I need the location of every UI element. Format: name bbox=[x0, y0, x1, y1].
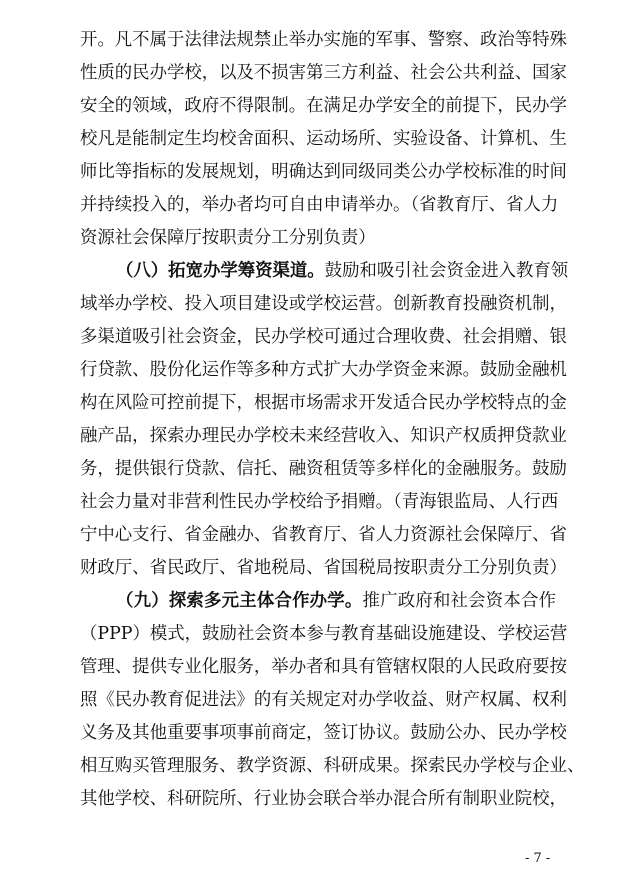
text-line: 宁中心支行、省金融办、省教育厅、省人力资源社会保障厅、省 bbox=[80, 525, 567, 545]
section-heading: （九）探索多元主体合作办学。 bbox=[116, 591, 363, 611]
text-line: 构在风险可控前提下，根据市场需求开发适合民办学校特点的金 bbox=[80, 393, 567, 413]
text-line: 并持续投入的，举办者均可自由申请举办。（省教育厅、省人力 bbox=[80, 195, 559, 215]
text-line: 融产品，探索办理民办学校未来经营收入、知识产权质押贷款业 bbox=[80, 426, 567, 446]
text-line: 义务及其他重要事项事前商定，签订协议。鼓励公办、民办学校 bbox=[80, 723, 567, 743]
text-line: 务，提供银行贷款、信托、融资租赁等多样化的金融服务。鼓励 bbox=[80, 459, 567, 479]
text-line: 财政厅、省民政厅、省地税局、省国税局按职责分工分别负责） bbox=[80, 558, 567, 578]
section-heading-line bbox=[116, 586, 556, 616]
page-number: - 7 - bbox=[525, 851, 551, 866]
text-line: 资源社会保障厅按职责分工分别负责） bbox=[80, 228, 376, 248]
text-line: 性质的民办学校，以及不损害第三方利益、社会公共利益、国家 bbox=[80, 63, 567, 83]
text-line: 域举办学校、投入项目建设或学校运营。创新教育投融资机制， bbox=[80, 294, 567, 314]
text-line: 多渠道吸引社会资金，民办学校可通过合理收费、社会捐赠、银 bbox=[80, 327, 567, 347]
text-line: （PPP）模式，鼓励社会资本参与教育基础设施建设、学校运营 bbox=[80, 624, 568, 644]
text-line: 开。凡不属于法律法规禁止举办实施的军事、警察、政治等特殊 bbox=[80, 30, 567, 50]
text-line: 照《民办教育促进法》的有关规定对办学收益、财产权属、权利 bbox=[80, 690, 567, 710]
section-heading: （八）拓宽办学筹资渠道。 bbox=[116, 261, 325, 281]
section-heading-text: 鼓励和吸引社会资金进入教育领 bbox=[324, 261, 569, 281]
text-line: 其他学校、科研院所、行业协会联合举办混合所有制职业院校， bbox=[80, 789, 567, 809]
text-line: 师比等指标的发展规划，明确达到同级同类公办学校标准的时间 bbox=[80, 162, 567, 182]
section-heading-line bbox=[116, 256, 569, 286]
text-line: 安全的领域，政府不得限制。在满足办学安全的前提下，民办学 bbox=[80, 96, 567, 116]
text-line: 行贷款、股份化运作等多种方式扩大办学资金来源。鼓励金融机 bbox=[80, 360, 567, 380]
section-heading-text: 推广政府和社会资本合作 bbox=[362, 591, 556, 611]
text-line: 社会力量对非营利性民办学校给予捐赠。（青海银监局、人行西 bbox=[80, 492, 559, 512]
text-line: 校凡是能制定生均校舍面积、运动场所、实验设备、计算机、生 bbox=[80, 129, 567, 149]
text-line: 管理、提供专业化服务，举办者和具有管辖权限的人民政府要按 bbox=[80, 657, 567, 677]
text-line: 相互购买管理服务、教学资源、科研成果。探索民办学校与企业、 bbox=[80, 756, 585, 776]
